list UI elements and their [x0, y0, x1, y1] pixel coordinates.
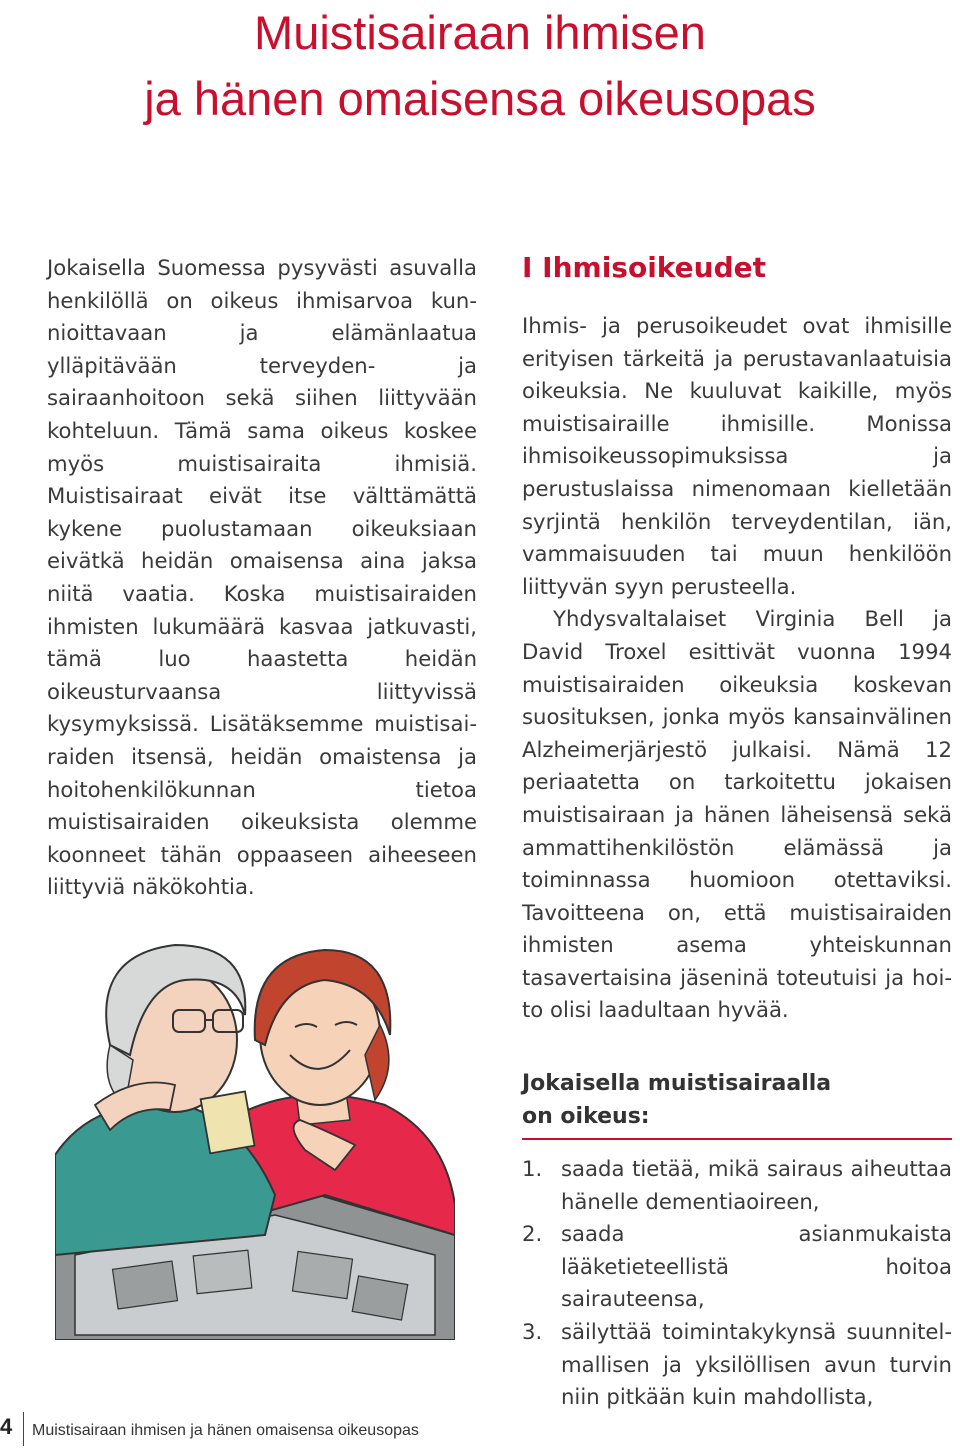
list-item [522, 1218, 952, 1316]
list-item-text: saada asianmukaista lääketieteellistä hoitoa sairauteensa, [561, 1221, 952, 1312]
rights-list [522, 1153, 952, 1414]
heading-divider [522, 1138, 952, 1140]
list-item-number: 1. [522, 1156, 543, 1182]
intro-paragraph: Jokaisella Suomessa pysyvästi asuvalla henkilöllä on oikeus ihmisarvoa kunnioittavaan ja elämänlaatua ylläpitävään terveyden- ja sairaanhoitoon sekä siihen liittyvään kohteluun. Tämä sama oikeus koskee myös muistisairaita ihmisiä. Muistisairaat eivät itse välttämättä kykene puolustamaan oikeuksiaan eivätkä heidän omaisensa aina jaksa niitä vaatia. Koska muistisairaiden ihmisten lukumäärä kasvaa jatkuvasti, tämä luo haastetta heidän oikeusturvaansa liittyvissä kysymyksissä. Lisätäksemme muistisairaiden itsensä, heidän omaistensa ja hoitohenkilökunnan tietoa muistisairaiden oikeuksista olemme koonneet tähän oppaaseen aiheeseen liittyviä näkökohtia. [47, 255, 477, 900]
rights-heading-line-2: on oikeus: [522, 1104, 650, 1130]
list-item-text: säilyttää toimintakykynsä suunnitelmallisen ja yksilöllisen avun turvin niin pitkään kuin mahdollista, [561, 1319, 952, 1410]
list-item-number: 3. [522, 1319, 543, 1345]
footer-title: Muistisairaan ihmisen ja hänen omaisensa oikeusopas [32, 1422, 419, 1439]
title-line-1: Muistisairaan ihmisen [254, 6, 706, 59]
title-line-2: ja hänen omaisensa oikeusopas [144, 72, 816, 125]
list-item-number: 2. [522, 1221, 543, 1247]
list-item [522, 1316, 952, 1414]
footer-divider [23, 1412, 24, 1446]
page-title [0, 0, 960, 132]
rights-heading-line-1: Jokaisella muistisairaalla [522, 1071, 832, 1097]
section-title: I Ihmisoikeudet [522, 251, 767, 284]
illustration-elderly-woman-and-caregiver [55, 935, 455, 1340]
list-item [522, 1153, 952, 1218]
list-item-text: saada tietää, mikä sairaus aiheuttaa hänelle dementiaoireen, [561, 1156, 952, 1214]
section-paragraph-1: Ihmis- ja perusoikeudet ovat ihmisille erityisen tärkeitä ja perustavanlaatuisia oikeuksia. Ne kuuluvat kaikille, myös muistisairaille ihmisille. Monissa ihmisoikeussopimuksissa ja perustuslaissa nimenomaan kielletään syrjintä henkilön terveydentilan, iän, vammaisuuden tai muun henkilöön liittyvän syyn perusteella. [522, 313, 952, 599]
section-paragraph-2: Yhdysvaltalaiset Virginia Bell ja David Troxel esittivät vuonna 1994 muistisairaiden oikeuksia koskevan suosituksen, jonka myös kansainvälinen Alzheimerjärjestö julkaisi. Nämä 12 periaatetta on tarkoitettu jokaisen muistisairaan ja hänen läheisensä sekä ammattihenkilöstön elämässä ja toiminnassa huomioon otettaviksi. Tavoitteena on, että muistisairaiden ihmisten asema yhteiskunnan tasavertaisina jäseninä toteutuisi ja hoito olisi laadultaan hyvää. [522, 606, 952, 1023]
page-number: 4 [0, 1414, 13, 1439]
page-footer [0, 1412, 960, 1448]
intro-column [47, 252, 477, 904]
rights-heading [522, 1067, 952, 1133]
rights-column [522, 250, 952, 1414]
